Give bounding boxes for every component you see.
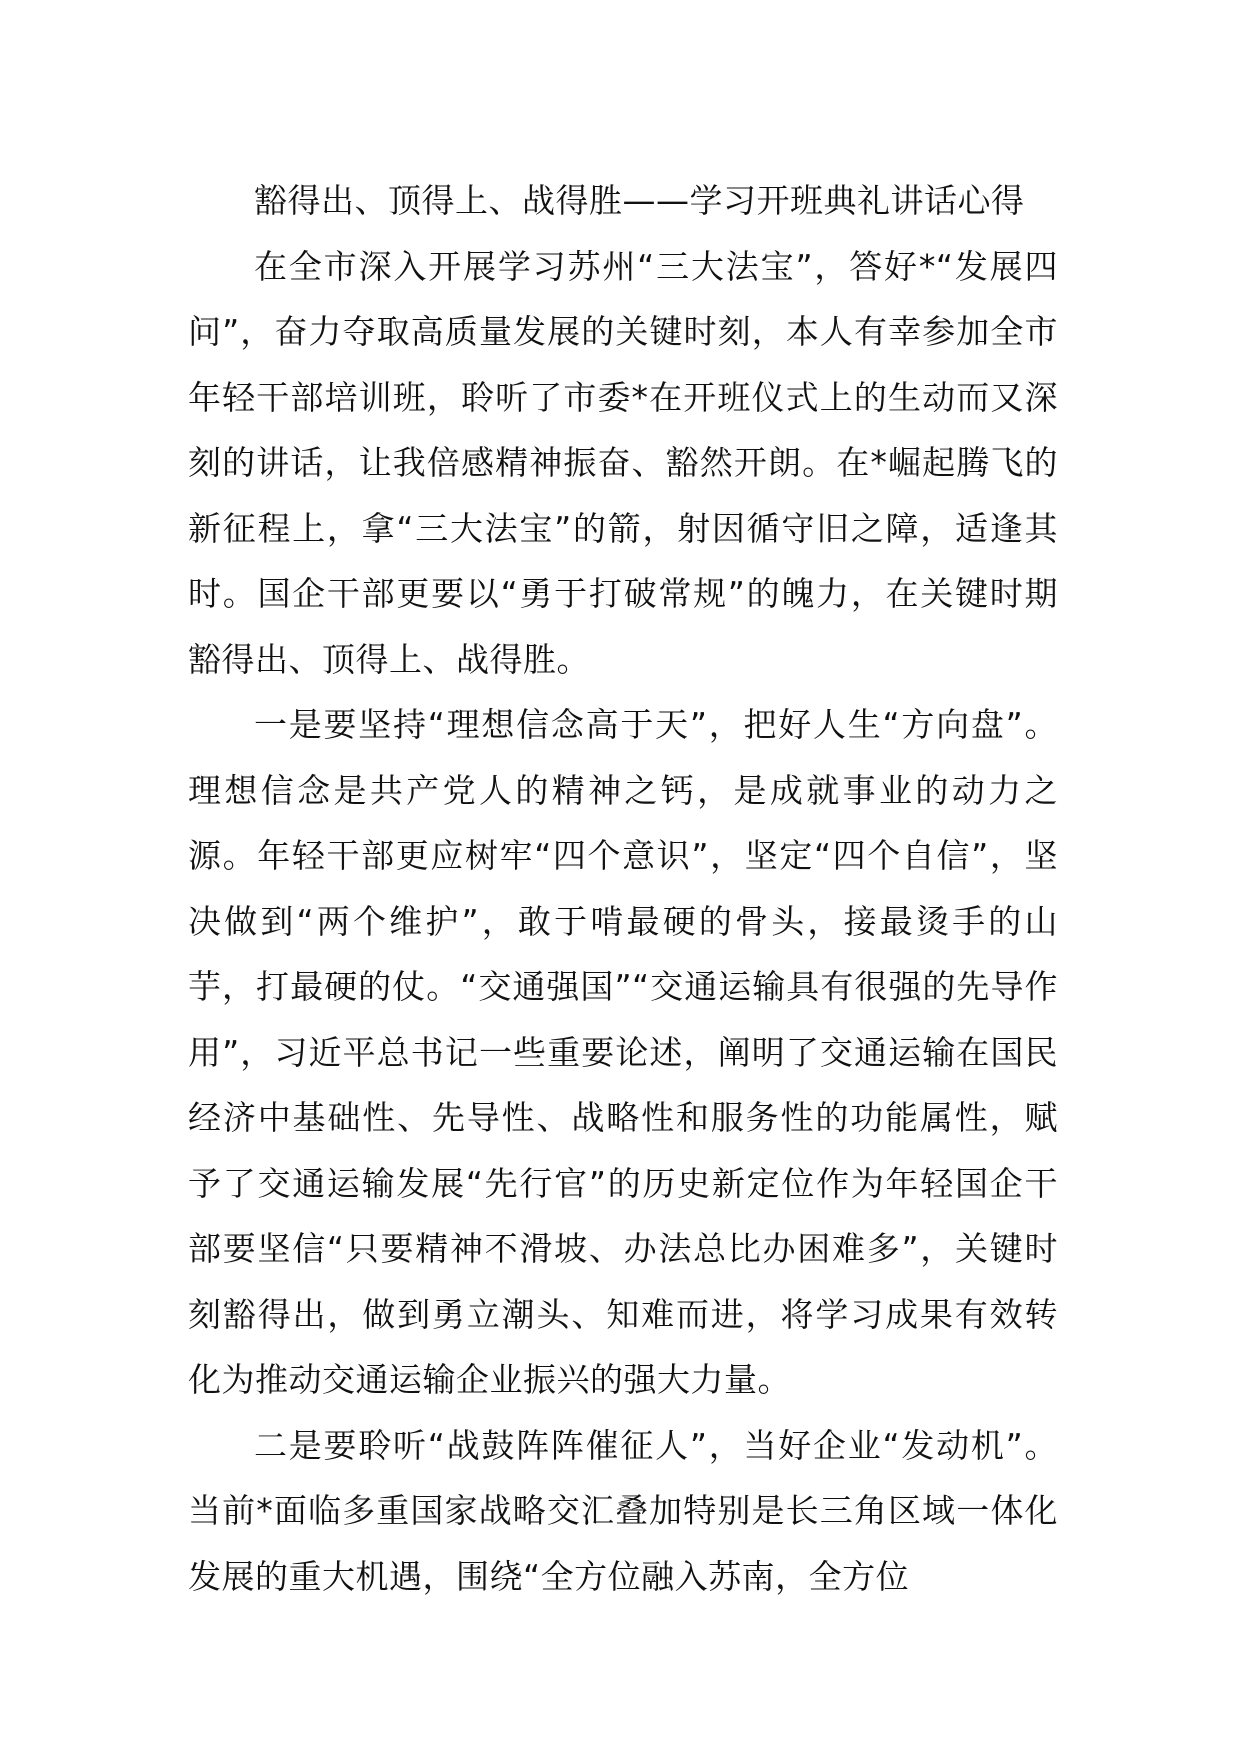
paragraph-point-two: 二是要聆听“战鼓阵阵催征人”，当好企业“发动机”。当前*面临多重国家战略交汇叠加特别是长三角区域一体化发展的重大机遇，围绕“全方位融入苏南，全方位 (188, 1425, 1058, 1596)
paragraph-intro: 在全市深入开展学习苏州“三大法宝”，答好*“发展四问”，奋力夺取高质量发展的关键时刻，本人有幸参加全市年轻干部培训班，聆听了市委*在开班仪式上的生动而又深刻的讲话，让我倍感精神振奋、豁然开朗。在*崛起腾飞的新征程上，拿“三大法宝”的箭，射因循守旧之障，适逢其时。国企干部更要以“勇于打破常规”的魄力，在关键时期豁得出、顶得上、战得胜。 (188, 246, 1058, 679)
document-title: 豁得出、顶得上、战得胜——学习开班典礼讲话心得 (254, 181, 1025, 220)
paragraph-point-one: 一是要坚持“理想信念高于天”，把好人生“方向盘”。理想信念是共产党人的精神之钙，是成就事业的动力之源。年轻干部更应树牢“四个意识”，坚定“四个自信”，坚决做到“两个维护”，敢于啃最硬的骨头，接最烫手的山芋，打最硬的仗。“交通强国”“交通运输具有很强的先导作用”，习近平总书记一些重要论述，阐明了交通运输在国民经济中基础性、先导性、战略性和服务性的功能属性，赋予了交通运输发展“先行官”的历史新定位作为年轻国企干部要坚信“只要精神不滑坡、办法总比办困难多”，关键时刻豁得出，做到勇立潮头、知难而进，将学习成果有效转化为推动交通运输企业振兴的强大力量。 (188, 705, 1058, 1399)
document-body (188, 168, 1058, 1609)
